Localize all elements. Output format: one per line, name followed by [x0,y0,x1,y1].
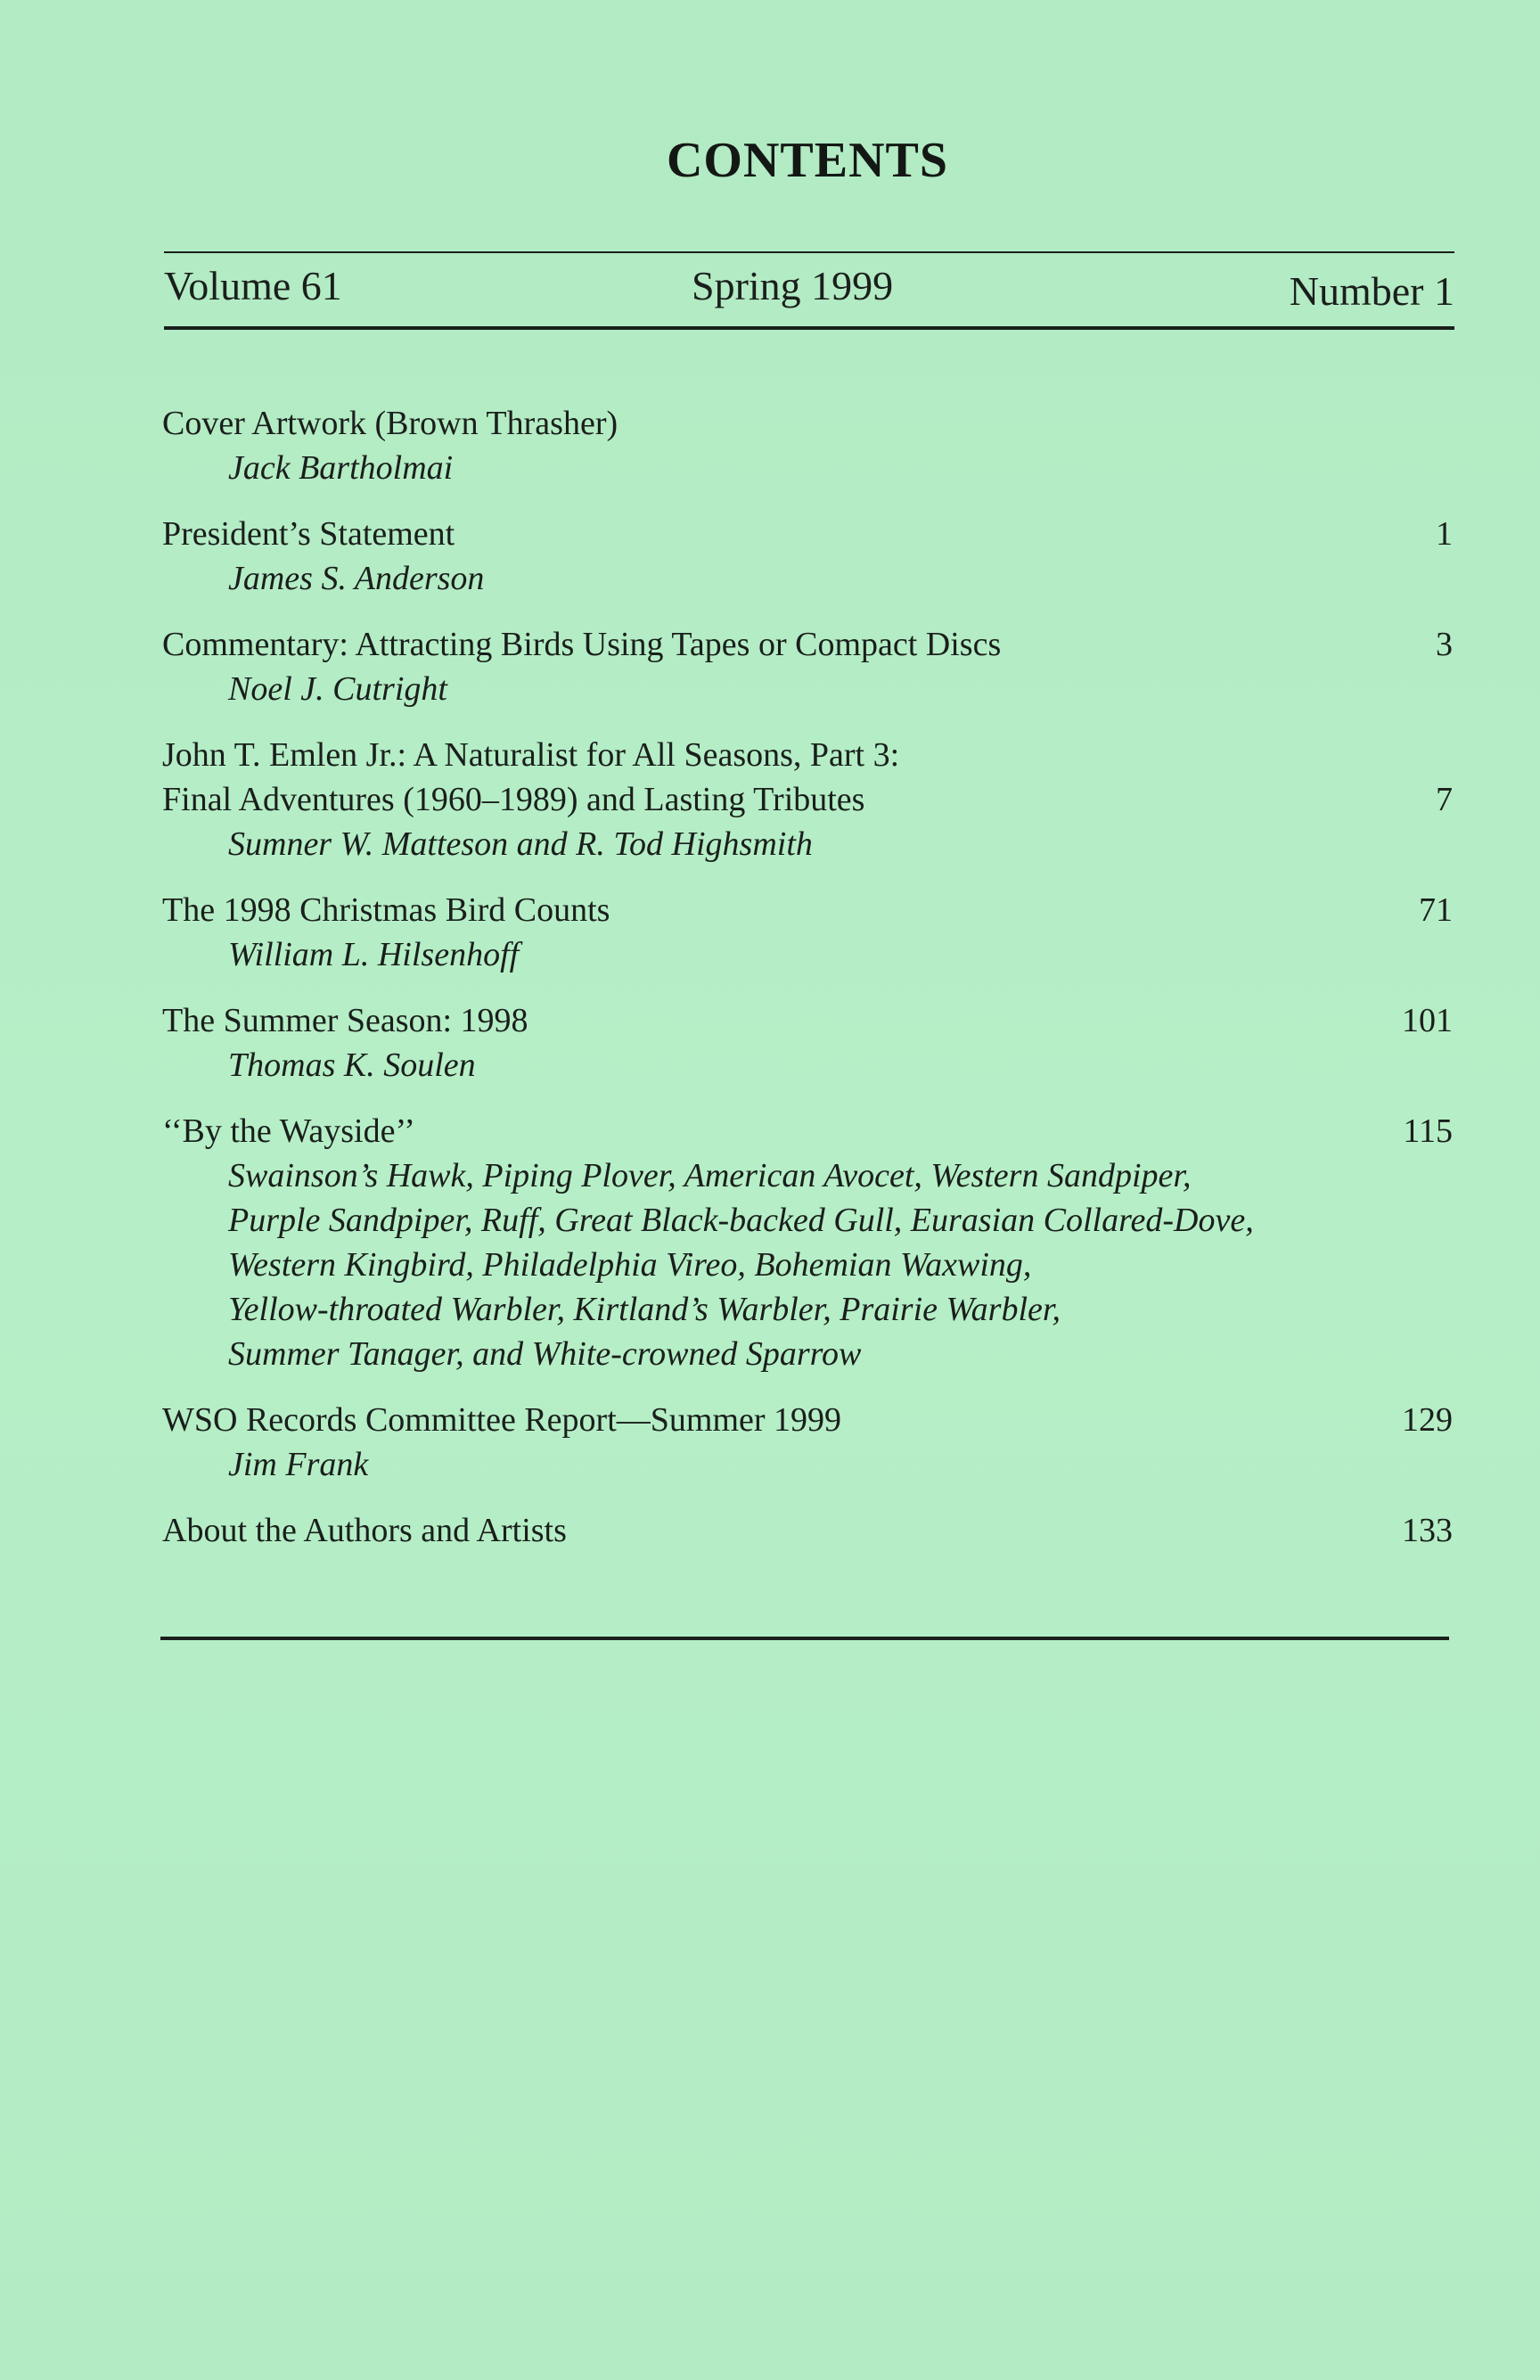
entry-author-line: Jack Bartholmai [228,449,454,487]
entry-page-number: 115 [1403,1112,1453,1150]
contents-entry [162,622,1453,711]
entry-author [162,822,1453,866]
entry-author-line: Sumner W. Matteson and R. Tod Highsmith [228,825,813,863]
entry-title-line: Cover Artwork (Brown Thrasher) [162,405,618,442]
entry-author-line: Purple Sandpiper, Ruff, Great Black-backed Gull, Eurasian Collared-Dove, [228,1202,1254,1239]
entry-author-line: William L. Hilsenhoff [228,936,520,973]
entry-author-line: Thomas K. Soulen [228,1046,476,1084]
entry-title-line: The 1998 Christmas Bird Counts [162,891,610,929]
issue-info [164,262,1454,319]
entry-author [162,556,1453,601]
bottom-rule [160,1637,1449,1640]
entry-title-line: Final Adventures (1960–1989) and Lasting Tributes [162,781,865,818]
entry-title [162,1109,1453,1153]
top-rule [164,251,1454,253]
entry-author-line: Swainson’s Hawk, Piping Plover, American Avocet, Western Sandpiper, [228,1157,1192,1194]
entry-title [162,512,1453,556]
contents-list [162,401,1453,1574]
entry-title-line: President’s Statement [162,515,455,553]
header-rule [164,326,1454,330]
contents-entry [162,1398,1453,1487]
entry-author [162,446,1453,490]
entry-page-number: 3 [1436,626,1453,663]
contents-entry [162,998,1453,1087]
entry-author-line: James S. Anderson [228,560,485,597]
page-title: CONTENTS [666,133,949,188]
entry-page-number: 7 [1436,781,1453,818]
number-label: Number 1 [1289,268,1454,314]
entry-page-number: 1 [1436,515,1453,553]
entry-author-line: Noel J. Cutright [228,670,447,708]
entry-title [162,733,1453,822]
entry-author [162,667,1453,711]
volume-label: Volume 61 [164,263,342,308]
entry-author-line: Summer Tanager, and White-crowned Sparrow [228,1335,862,1373]
entry-author [162,932,1453,977]
entry-title-line: WSO Records Committee Report—Summer 1999 [162,1401,842,1439]
entry-author-line: Jim Frank [228,1446,369,1483]
contents-entry [162,401,1453,490]
entry-author-line: Yellow-throated Warbler, Kirtland’s Warbler, Prairie Warbler, [228,1291,1061,1328]
entry-page-number: 101 [1402,1002,1453,1039]
entry-title-line: John T. Emlen Jr.: A Naturalist for All Seasons, Part 3: [162,736,900,774]
entry-page-number: 133 [1402,1512,1453,1549]
contents-entry [162,1109,1453,1376]
entry-page-number: 129 [1402,1401,1453,1439]
contents-entry [162,512,1453,601]
entry-title-line: ‘‘By the Wayside’’ [162,1112,415,1150]
contents-entry [162,1508,1453,1553]
entry-title [162,1508,1453,1553]
entry-title [162,401,1453,446]
entry-title [162,888,1453,932]
entry-title-line: Commentary: Attracting Birds Using Tapes or Compact Discs [162,626,1002,663]
entry-author [162,1043,1453,1087]
entry-author-line: Western Kingbird, Philadelphia Vireo, Bohemian Waxwing, [228,1246,1032,1284]
season-label: Spring 1999 [692,263,894,308]
entry-title [162,998,1453,1043]
entry-title-line: The Summer Season: 1998 [162,1002,528,1039]
entry-title [162,622,1453,667]
contents-entry [162,888,1453,977]
entry-author [162,1153,1453,1376]
entry-title-line: About the Authors and Artists [162,1512,567,1549]
entry-title [162,1398,1453,1442]
entry-page-number: 71 [1419,891,1453,929]
contents-entry [162,733,1453,866]
entry-author [162,1442,1453,1487]
